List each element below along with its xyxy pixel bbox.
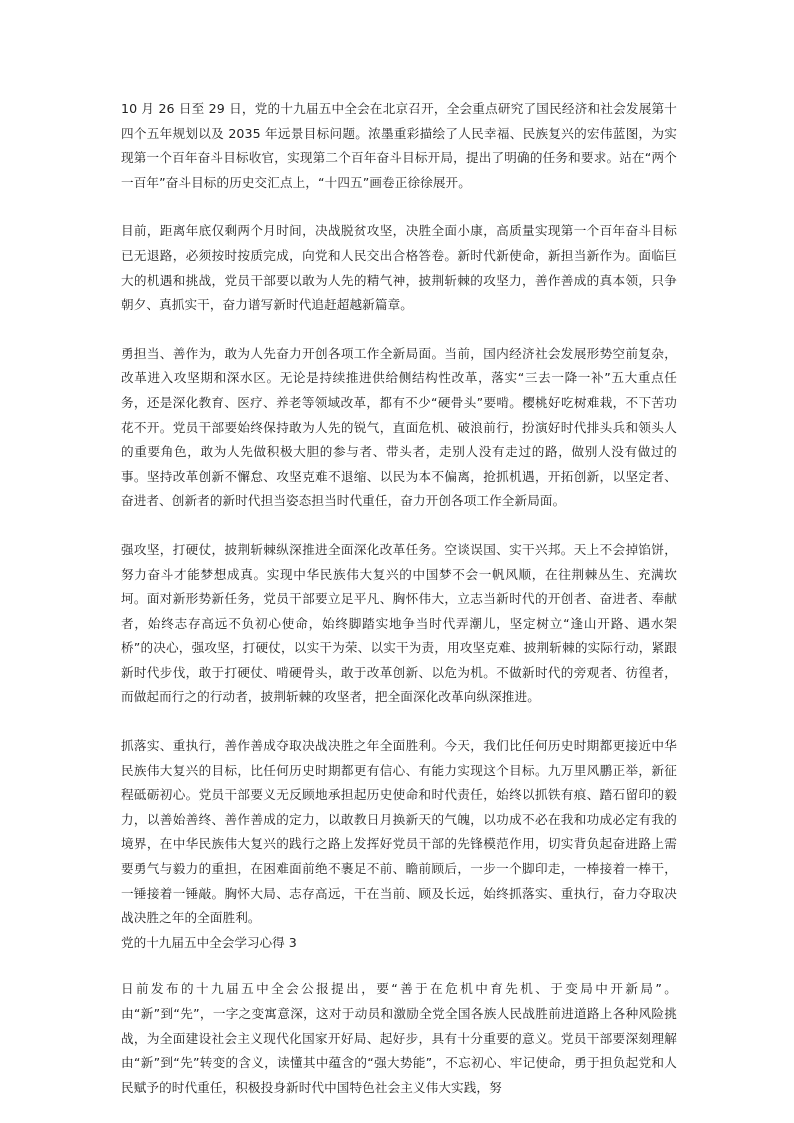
section-heading: 党的十九届五中全会学习心得 3	[121, 934, 297, 950]
paragraph-reform: 强攻坚，打硬仗，披荆斩棘纵深推进全面深化改革任务。空谈误国、实干兴邦。天上不会掉馅饼，努力奋斗才能梦想成真。实现中华民族伟大复兴的中国梦不会一帆风顺，在往荆棘丛生、充满坎坷。面对新形势新任务，党员干部要立足平凡、胸怀伟大，立志当新时代的开创者、奋进者、奉献者，始终志存高远不负初心使命，始终脚踏实地争当时代弄潮儿，坚定树立“逢山开路、遇水架桥”的决心，强攻坚，打硬仗，以实干为荣、以实干为责，用攻坚克难、披荆斩棘的实际行动，紧跟新时代步伐，敢于打硬仗、啃硬骨头，敢于改革创新、以危为机。不做新时代的旁观者、彷徨者，而做起而行之的行动者，披荆斩棘的攻坚者，把全面深化改革向纵深推进。	[121, 541, 677, 705]
paragraph-execution: 抓落实、重执行，善作善成夺取决战决胜之年全面胜利。今天，我们比任何历史时期都更接近中华民族伟大复兴的目标，比任何历史时期都更有信心、有能力实现这个目标。九万里风鹏正举，新征程砥砺初心。党员干部要义无反顾地承担起历史使命和时代责任，始终以抓铁有痕、踏石留印的毅力，以善始善终、善作善成的定力，以敢教日月换新天的气魄，以功成不必在我和功成必定有我的境界，在中华民族伟大复兴的践行之路上发挥好党员干部的先锋模范作用，切实背负起奋进路上需要勇气与毅力的重担，在困难面前绝不裹足不前、瞻前顾后，一步一个脚印走，一棒接着一棒干，一锤接着一锤敲。胸怀大局、志存高远，干在当前、顾及长远，始终抓落实、重执行，奋力夺取决战决胜之年的全面胜利。	[121, 738, 677, 926]
paragraph-current-situation: 目前，距离年底仅剩两个月时间，决战脱贫攻坚，决胜全面小康，高质量实现第一个百年奋斗目标已无退路，必须按时按质完成，向党和人民交出合格答卷。新时代新使命，新担当新作为。面临巨大的机遇和挑战，党员干部要以敢为人先的精气神，披荆斩棘的攻坚力，善作善成的真本领，只争朝夕、真抓实干，奋力谱写新时代追赶超越新篇章。	[121, 223, 677, 313]
paragraph-intro: 10 月 26 日至 29 日，党的十九届五中全会在北京召开，全会重点研究了国民经济和社会发展第十四个五年规划以及 2035 年远景目标问题。浓墨重彩描绘了人民幸福、民族复兴的宏伟蓝图，为实现第一个百年奋斗目标收官，实现第二个百年奋斗目标开局，提出了明确的任务和要求。站在“两个一百年”奋斗目标的历史交汇点上，“十四五”画卷正徐徐展开。	[121, 101, 677, 190]
paragraph-final: 日前发布的十九届五中全会公报提出，要“善于在危机中育先机、于变局中开新局”。由“新”到“先”，一字之变寓意深，这对于动员和激励全党全国各族人民战胜前进道路上各种风险挑战，为全面建设社会主义现代化国家开好局、起好步，具有十分重要的意义。党员干部要深刻理解由“新”到“先”转变的含义，读懂其中蕴含的“强大势能”，不忘初心、牢记使命，勇于担负起党和人民赋予的时代重任，积极投身新时代中国特色社会主义伟大实践，努	[121, 981, 677, 1095]
document-page	[121, 97, 677, 1100]
paragraph-responsibility: 勇担当、善作为，敢为人先奋力开创各项工作全新局面。当前，国内经济社会发展形势空前复杂，改革进入攻坚期和深水区。无论是持续推进供给侧结构性改革，落实“三去一降一补”五大重点任务，还是深化教育、医疗、养老等领域改革，都有不少“硬骨头”要啃。樱桃好吃树难栽，不下苦功花不开。党员干部要始终保持敢为人先的锐气，直面危机、破浪前行，扮演好时代排头兵和领头人的重要角色，敢为人先做积极大胆的参与者、带头者，走别人没有走过的路，做别人没有做过的事。坚持改革创新不懈怠、攻坚克难不退缩、以民为本不偏离，抢抓机遇，开拓创新，以坚定者、奋进者、创新者的新时代担当姿态担当时代重任，奋力开创各项工作全新局面。	[121, 345, 677, 509]
